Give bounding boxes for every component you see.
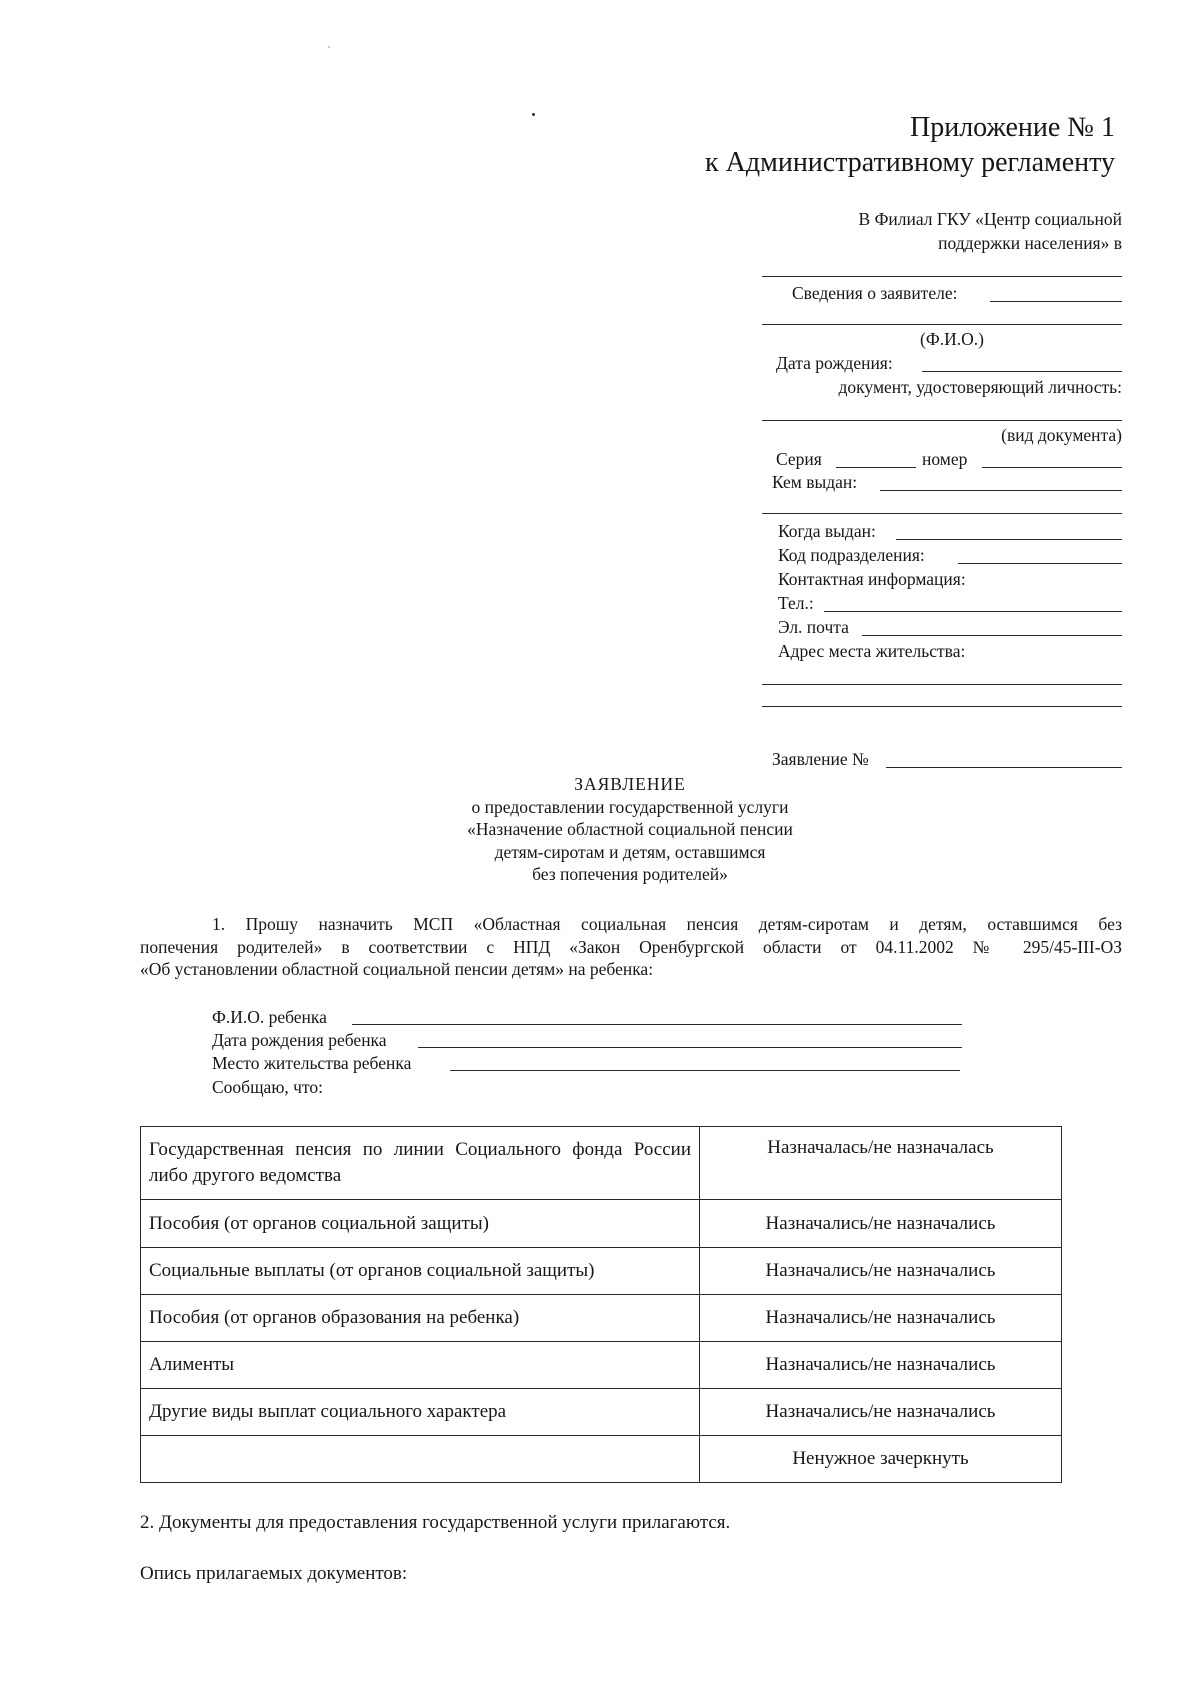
issued-by-label: Кем выдан: bbox=[772, 472, 858, 492]
subdivision-code-label: Код подразделения: bbox=[778, 545, 925, 565]
issued-when-row bbox=[762, 520, 1122, 542]
application-title bbox=[360, 773, 900, 886]
title-line-4: детям-сиротам и детям, оставшимся bbox=[494, 841, 766, 862]
applicant-info-field[interactable] bbox=[990, 282, 1122, 302]
issued-when-field[interactable] bbox=[896, 520, 1122, 540]
series-field[interactable] bbox=[836, 448, 916, 468]
child-residence-field[interactable] bbox=[450, 1052, 960, 1071]
subdivision-code-field[interactable] bbox=[958, 544, 1122, 564]
address-row bbox=[762, 640, 1122, 662]
benefit-item: Пособия (от органов образования на ребенка) bbox=[141, 1295, 700, 1342]
applicant-info-row bbox=[762, 282, 1122, 304]
benefit-status[interactable]: Назначались/не назначались bbox=[700, 1342, 1062, 1389]
issued-when-label: Когда выдан: bbox=[778, 521, 876, 541]
table-row bbox=[141, 1342, 1062, 1389]
appendix-header bbox=[705, 110, 1115, 180]
table-row bbox=[141, 1295, 1062, 1342]
benefit-item: Социальные выплаты (от органов социальной защиты) bbox=[141, 1248, 700, 1295]
phone-row bbox=[762, 592, 1122, 614]
table-row bbox=[141, 1127, 1062, 1200]
phone-label: Тел.: bbox=[778, 593, 814, 613]
document-type-caption: (вид документа) bbox=[1001, 425, 1122, 445]
table-row bbox=[141, 1200, 1062, 1248]
series-label: Серия bbox=[776, 449, 822, 469]
number-field[interactable] bbox=[982, 448, 1122, 468]
appendix-number: Приложение № 1 bbox=[910, 112, 1115, 143]
report-label: Сообщаю, что: bbox=[212, 1077, 323, 1097]
table-row bbox=[141, 1389, 1062, 1436]
benefit-item: Государственная пенсия по линии Социального фонда России либо другого ведомства bbox=[141, 1127, 700, 1200]
applicant-info-label: Сведения о заявителе: bbox=[792, 283, 958, 303]
contact-info-row bbox=[762, 568, 1122, 590]
contact-info-label: Контактная информация: bbox=[778, 569, 966, 589]
issued-by-field[interactable] bbox=[880, 471, 1122, 491]
phone-field[interactable] bbox=[824, 592, 1122, 612]
child-birth-field[interactable] bbox=[418, 1029, 962, 1048]
benefit-status[interactable]: Назначались/не назначались bbox=[700, 1200, 1062, 1248]
benefit-status[interactable]: Назначались/не назначались bbox=[700, 1389, 1062, 1436]
address-line-2[interactable] bbox=[762, 706, 1122, 707]
benefit-status[interactable]: Назначались/не назначались bbox=[700, 1248, 1062, 1295]
paragraph-1-line-3: «Об установлении областной социальной пенсии детям» на ребенка: bbox=[140, 959, 654, 979]
attachments-label: Опись прилагаемых документов: bbox=[140, 1563, 408, 1584]
title-line-5: без попечения родителей» bbox=[532, 864, 728, 884]
id-document-label: документ, удостоверяющий личность: bbox=[838, 377, 1122, 397]
issued-by-row bbox=[762, 471, 1122, 493]
benefits-table bbox=[140, 1126, 1062, 1483]
table-row bbox=[141, 1248, 1062, 1295]
email-field[interactable] bbox=[862, 616, 1122, 636]
scan-speck bbox=[328, 46, 330, 48]
recipient-line-1: В Филиал ГКУ «Центр социальной bbox=[858, 209, 1122, 229]
child-residence-label: Место жительства ребенка bbox=[212, 1053, 412, 1073]
subdivision-code-row bbox=[762, 544, 1122, 566]
benefit-status[interactable]: Назначались/не назначались bbox=[700, 1295, 1062, 1342]
number-label: номер bbox=[922, 449, 968, 469]
application-number-label: Заявление № bbox=[772, 749, 869, 769]
table-row bbox=[141, 1436, 1062, 1483]
applicant-fio-line[interactable] bbox=[762, 324, 1122, 325]
scan-speck bbox=[532, 113, 535, 116]
issued-by-line-2[interactable] bbox=[762, 513, 1122, 514]
birth-date-field[interactable] bbox=[922, 352, 1122, 372]
title-line-2: о предоставлении государственной услуги bbox=[471, 796, 789, 817]
title-main: ЗАЯВЛЕНИЕ bbox=[574, 774, 686, 794]
benefit-item bbox=[141, 1436, 700, 1483]
recipient-line-2: поддержки населения» в bbox=[938, 233, 1122, 253]
id-document-line[interactable] bbox=[762, 420, 1122, 421]
title-line-3: «Назначение областной социальной пенсии bbox=[467, 819, 793, 839]
fio-caption: (Ф.И.О.) bbox=[920, 329, 984, 349]
email-row bbox=[762, 616, 1122, 638]
address-line-1[interactable] bbox=[762, 684, 1122, 685]
benefit-status[interactable]: Назначалась/не назначалась bbox=[700, 1127, 1062, 1200]
address-label: Адрес места жительства: bbox=[778, 641, 966, 661]
paragraph-1-line-1: 1. Прошу назначить МСП «Областная социальная пенсия детям-сиротам и детям, оставшимся без bbox=[212, 914, 1122, 934]
application-number-row bbox=[762, 748, 1122, 770]
application-number-field[interactable] bbox=[886, 748, 1122, 768]
benefit-item: Алименты bbox=[141, 1342, 700, 1389]
appendix-reference: к Административному регламенту bbox=[705, 147, 1115, 178]
paragraph-1-line-2: попечения родителей» в соответствии с НПД «Закон Оренбургской области от 04.11.2002 № 295/45-III-ОЗ bbox=[140, 936, 1122, 957]
paragraph-2: 2. Документы для предоставления государственной услуги прилагаются. bbox=[140, 1512, 731, 1533]
birth-date-row bbox=[762, 352, 1122, 374]
email-label: Эл. почта bbox=[778, 617, 849, 637]
benefit-item: Другие виды выплат социального характера bbox=[141, 1389, 700, 1436]
recipient-blank-line[interactable] bbox=[762, 276, 1122, 277]
series-number-row bbox=[762, 448, 1122, 470]
benefit-status: Ненужное зачеркнуть bbox=[700, 1436, 1062, 1483]
birth-date-label: Дата рождения: bbox=[776, 353, 893, 373]
paragraph-1 bbox=[140, 913, 1122, 981]
benefit-item: Пособия (от органов социальной защиты) bbox=[141, 1200, 700, 1248]
child-fio-field[interactable] bbox=[352, 1006, 962, 1025]
child-fio-label: Ф.И.О. ребенка bbox=[212, 1007, 327, 1027]
child-birth-label: Дата рождения ребенка bbox=[212, 1030, 387, 1050]
